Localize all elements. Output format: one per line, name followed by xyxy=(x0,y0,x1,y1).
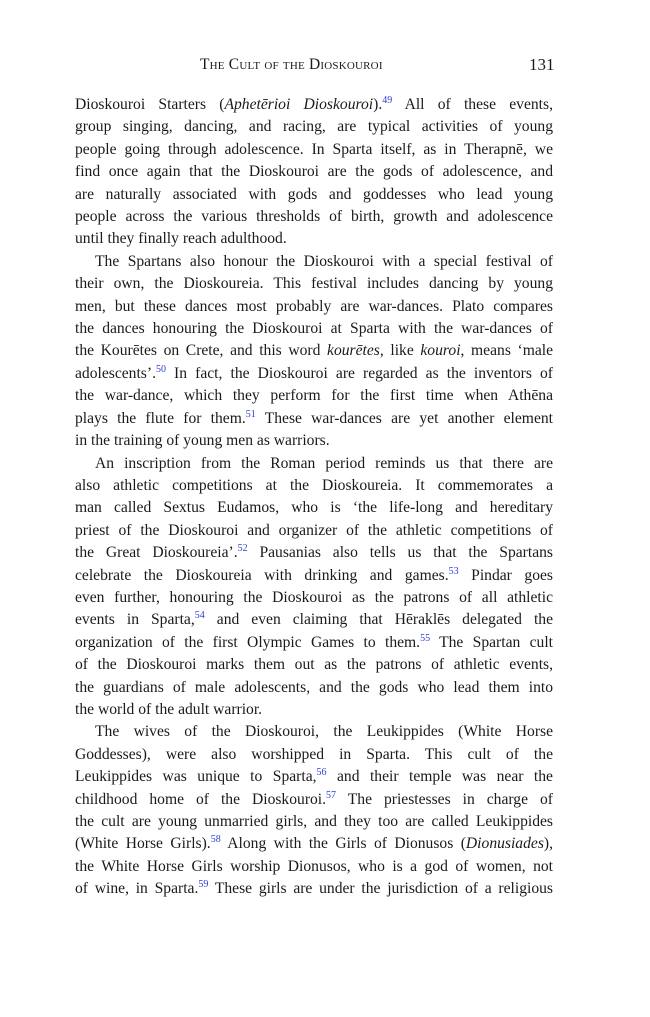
text-line: in the training of young men as warriors. xyxy=(75,432,330,450)
italic-term: Aphetērioi Dioskouroi xyxy=(224,96,374,113)
running-head-text: The Cult of the Dioskouroi xyxy=(200,56,383,73)
text-line: organization of the first Olympic Games to them.$^{55}$ The Spartan cult xyxy=(75,632,553,651)
text-line: the cult are young unmarried girls, and they too are called Leukippides xyxy=(75,813,553,830)
text-line: their own, the Dioskoureia. This festival includes dancing by young xyxy=(75,275,553,293)
text-line: of wine, in Sparta.$^{59}$ These girls are under the jurisdiction of a religious xyxy=(75,879,553,898)
text-line: The wives of the Dioskouroi, the Leukippides (White Horse xyxy=(95,723,553,741)
italic-term: Dionusiades xyxy=(465,835,544,853)
text-line: men, but these dances most probably are war-dances. Plato compares xyxy=(75,297,553,315)
paragraph xyxy=(75,453,553,722)
footnote-ref[interactable]: 56 xyxy=(316,767,327,779)
text-line: events in Sparta,$^{54}$ and even claiming that Hēraklēs delegated the xyxy=(75,610,553,629)
footnote-ref[interactable]: 50 xyxy=(155,363,166,375)
text-line: even further, honouring the Dioskouroi as the patrons of all athletic xyxy=(75,588,553,606)
paragraph xyxy=(75,251,553,453)
footnote-ref[interactable]: 55 xyxy=(420,632,431,644)
text-line: (White Horse Girls).$^{58}$ Along with the Girls of Dionusos (Dionusiades), xyxy=(75,834,553,853)
text-line: the dances honouring the Dioskouroi at Sparta with the war-dances of xyxy=(75,320,553,338)
italic-term: kouroi xyxy=(420,342,461,360)
text-line: celebrate the Dioskoureia with drinking and games.$^{53}$ Pindar goes xyxy=(75,565,553,584)
text-line: are naturally associated with gods and goddesses who lead young xyxy=(75,185,553,203)
text-line: Leukippides was unique to Sparta,$^{56}$ and their temple was near the xyxy=(75,767,553,786)
footnote-ref[interactable]: 49 xyxy=(382,95,393,106)
text-line: the Kourētes on Crete, and this word kourētes, like kouroi, means ‘male xyxy=(75,342,553,360)
text-line: also athletic competitions at the Dioskoureia. It commemorates a xyxy=(75,476,553,494)
text-line: An inscription from the Roman period reminds us that there are xyxy=(95,454,553,472)
running-head xyxy=(200,56,430,74)
text-line: the guardians of male adolescents, and the gods who lead them into xyxy=(75,678,553,696)
text-line: Goddesses), were also worshipped in Sparta. This cult of the xyxy=(75,745,553,763)
body-text xyxy=(75,94,553,901)
text-line: priest of the Dioskouroi and organizer of the athletic competitions of xyxy=(75,521,553,539)
text-line: of the Dioskouroi marks them out as the patrons of athletic events, xyxy=(75,656,553,674)
text-line: the world of the adult warrior. xyxy=(75,700,263,718)
footnote-ref[interactable]: 57 xyxy=(326,789,337,801)
text-line: the war-dance, which they perform for the first time when Athēna xyxy=(75,387,553,405)
text-line: find once again that the Dioskouroi are the gods of adolescence, and xyxy=(75,163,553,181)
text-line: The Spartans also honour the Dioskouroi with a special festival of xyxy=(95,252,553,270)
text-line: plays the flute for them.$^{51}$ These war-dances are yet another element xyxy=(75,408,553,427)
paragraph xyxy=(75,94,553,251)
text-line: until they finally reach adulthood. xyxy=(75,230,287,248)
text-line: the White Horse Girls worship Dionusos, who is a god of women, not xyxy=(75,857,553,875)
paragraph xyxy=(75,721,553,900)
italic-term: kourētes xyxy=(327,342,380,360)
footnote-ref[interactable]: 54 xyxy=(194,610,205,622)
text-line: man called Sextus Eudamos, who is ‘the life-long and hereditary xyxy=(75,499,553,517)
text-line: adolescents’.$^{50}$ In fact, the Dioskouroi are regarded as the inventors of xyxy=(75,363,553,382)
text-line: the Great Dioskoureia’.$^{52}$ Pausanias also tells us that the Spartans xyxy=(75,543,553,562)
footnote-ref[interactable]: 53 xyxy=(448,565,459,577)
page-number: 131 xyxy=(529,55,555,74)
text-line: Dioskouroi Starters (Aphetērioi Dioskouroi).$^{49}$ All of these events, xyxy=(75,95,553,113)
text-line: group singing, dancing, and racing, are typical activities of young xyxy=(75,118,553,136)
footnote-ref[interactable]: 51 xyxy=(245,408,256,420)
footnote-ref[interactable]: 59 xyxy=(198,879,209,891)
text-line: people across the various thresholds of birth, growth and adolescence xyxy=(75,208,553,226)
text-line: people going through adolescence. In Sparta itself, as in Therapnē, we xyxy=(75,140,553,158)
footnote-ref[interactable]: 58 xyxy=(210,834,221,846)
text-line: childhood home of the Dioskouroi.$^{57}$ The priestesses in charge of xyxy=(75,789,553,808)
footnote-ref[interactable]: 52 xyxy=(237,543,248,555)
